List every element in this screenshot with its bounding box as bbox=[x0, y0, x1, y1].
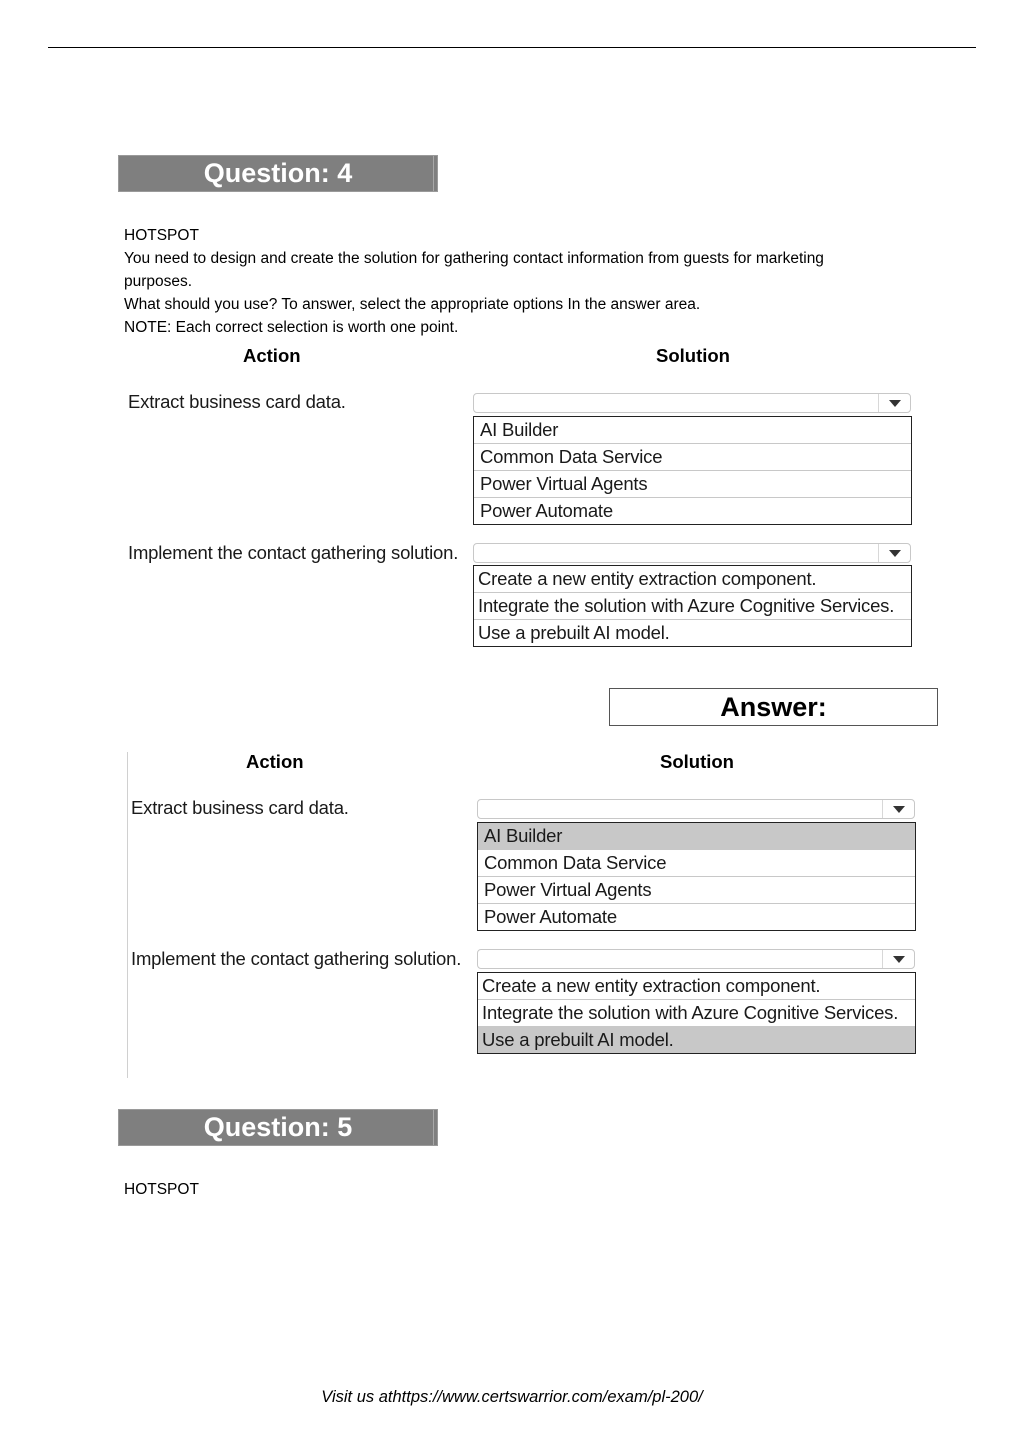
solution-dropdown-2[interactable] bbox=[473, 543, 911, 563]
header-rule bbox=[48, 47, 976, 48]
chevron-down-icon bbox=[889, 400, 901, 407]
option-item-selected[interactable]: Use a prebuilt AI model. bbox=[478, 1027, 915, 1053]
answer-divider bbox=[127, 752, 128, 1078]
option-item[interactable]: Use a prebuilt AI model. bbox=[478, 622, 670, 643]
option-item[interactable]: Integrate the solution with Azure Cognitive Services. bbox=[474, 593, 911, 620]
question-5-text bbox=[124, 1178, 944, 1201]
solution-options-2 bbox=[473, 565, 912, 647]
answer-options-2 bbox=[477, 972, 916, 1054]
answer-options-1 bbox=[477, 822, 916, 931]
option-item[interactable]: AI Builder bbox=[474, 417, 911, 444]
action-header: Action bbox=[243, 345, 301, 366]
option-item[interactable]: Create a new entity extraction component. bbox=[478, 973, 915, 1000]
option-item[interactable]: Common Data Service bbox=[474, 444, 911, 471]
solution-options-1 bbox=[473, 416, 912, 525]
solution-dropdown-1[interactable] bbox=[473, 393, 911, 413]
question-note: NOTE: Each correct selection is worth one point. bbox=[124, 319, 459, 336]
question-type: HOTSPOT bbox=[124, 1181, 199, 1198]
answer-dropdown-1[interactable] bbox=[477, 799, 915, 819]
option-item[interactable]: Common Data Service bbox=[478, 850, 915, 877]
option-item[interactable]: Power Automate bbox=[484, 906, 617, 927]
question-body-line-2: purposes. bbox=[124, 273, 193, 290]
action-extract-business-card: Extract business card data. bbox=[128, 391, 346, 412]
option-item[interactable]: Create a new entity extraction component. bbox=[474, 566, 911, 593]
answer-action-implement-contact-gathering: Implement the contact gathering solution. bbox=[131, 948, 462, 969]
question-4-banner: Question: 4 bbox=[118, 155, 438, 192]
answer-dropdown-2[interactable] bbox=[477, 949, 915, 969]
option-item[interactable]: Power Virtual Agents bbox=[478, 877, 915, 904]
answer-label: Answer: bbox=[609, 688, 938, 726]
question-body-line-1: You need to design and create the solution for gathering contact information from guests for marketing bbox=[124, 250, 824, 267]
question-instruction: What should you use? To answer, select the appropriate options In the answer area. bbox=[124, 296, 701, 313]
chevron-down-icon bbox=[889, 550, 901, 557]
answer-action-extract-business-card: Extract business card data. bbox=[131, 797, 349, 818]
question-4-text bbox=[124, 224, 944, 339]
answer-solution-header: Solution bbox=[660, 751, 734, 772]
action-implement-contact-gathering: Implement the contact gathering solution. bbox=[128, 542, 459, 563]
option-item[interactable]: Integrate the solution with Azure Cognitive Services. bbox=[478, 1000, 915, 1027]
answer-action-header: Action bbox=[246, 751, 304, 772]
question-type: HOTSPOT bbox=[124, 227, 199, 244]
option-item[interactable]: Power Virtual Agents bbox=[474, 471, 911, 498]
footer-link[interactable]: Visit us athttps://www.certswarrior.com/exam/pl-200/ bbox=[321, 1388, 703, 1406]
chevron-down-icon bbox=[893, 956, 905, 963]
question-5-banner: Question: 5 bbox=[118, 1109, 438, 1146]
option-item[interactable]: Power Automate bbox=[480, 500, 613, 521]
solution-header: Solution bbox=[656, 345, 730, 366]
option-item-selected[interactable]: AI Builder bbox=[478, 823, 915, 850]
chevron-down-icon bbox=[893, 806, 905, 813]
